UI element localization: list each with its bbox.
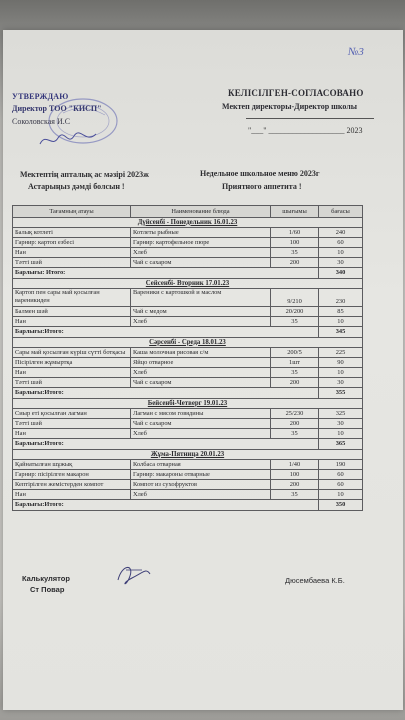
table-row [13, 460, 363, 470]
dish-price: 325 [319, 409, 363, 419]
title-ru: Недельное школьное меню 2023г [200, 169, 320, 178]
total-value: 350 [319, 500, 363, 511]
table-row [13, 419, 363, 429]
total-row [13, 439, 363, 450]
col-header-kz: Тағамның атауы [13, 206, 131, 218]
table-row [13, 368, 363, 378]
table-row [13, 429, 363, 439]
dish-ru: Колбаса отварная [131, 460, 271, 470]
day-title: Сәрсенбі - Среда 18.01.23 [149, 338, 226, 346]
page-number-mark: №3 [348, 46, 364, 58]
signer-name: Дюсембаева К.Б. [285, 576, 345, 585]
signature-line [246, 118, 374, 119]
dish-ru: Хлеб [131, 317, 271, 327]
subtitle-kz: Астарыңыз дәмді болсын ! [28, 182, 125, 191]
day-row [13, 279, 363, 289]
dish-yield: 100 [271, 238, 319, 248]
dish-yield: 200/5 [271, 348, 319, 358]
dish-yield: 100 [271, 470, 319, 480]
title-kz: Мектептің апталық ас мәзірі 2023ж [20, 170, 149, 179]
table-row [13, 348, 363, 358]
day-title: Бейсенбі-Четверг 19.01.23 [147, 399, 228, 407]
dish-price: 10 [319, 368, 363, 378]
dish-yield: 200 [271, 419, 319, 429]
dish-price: 30 [319, 419, 363, 429]
dish-ru: Котлеты рыбные [131, 228, 271, 238]
total-row [13, 388, 363, 399]
menu-table [12, 205, 363, 511]
day-row [13, 399, 363, 409]
table-row [13, 470, 363, 480]
dish-yield: 35 [271, 429, 319, 439]
dish-yield: 35 [271, 490, 319, 500]
dish-ru: Хлеб [131, 248, 271, 258]
dish-kz: Кептірілген жемістерден компот [13, 480, 131, 490]
agree-position: Мектеп директоры-Директор школы [222, 102, 358, 111]
table-row [13, 289, 363, 307]
dish-ru: Чай с медом [131, 307, 271, 317]
dish-kz: Гарнир: пісірілген макарон [13, 470, 131, 480]
dish-price: 85 [319, 307, 363, 317]
table-row [13, 307, 363, 317]
dish-yield: 35 [271, 248, 319, 258]
dish-ru: Хлеб [131, 429, 271, 439]
dish-kz: Қайнатылған шұжық [13, 460, 131, 470]
dish-ru: Каша молочная рисовая с/м [131, 348, 271, 358]
dish-price: 230 [319, 289, 363, 307]
dish-kz: Сиыр еті қосылған лагман [13, 409, 131, 419]
dish-price: 10 [319, 490, 363, 500]
dish-ru: Гарнир: картофельное пюре [131, 238, 271, 248]
total-label: Барлығы:Итого: [13, 500, 319, 511]
dish-price: 30 [319, 258, 363, 268]
col-header-yield: шығымы [271, 206, 319, 218]
dish-ru: Чай с сахаром [131, 258, 271, 268]
dish-yield: 1/60 [271, 228, 319, 238]
approve-label: УТВЕРЖДАЮ [12, 92, 69, 101]
dish-yield: 20/200 [271, 307, 319, 317]
total-value: 340 [319, 268, 363, 279]
day-title: Сейсенбі- Вторник 17.01.23 [145, 279, 230, 287]
dish-kz: Балмен шәй [13, 307, 131, 317]
dish-price: 90 [319, 358, 363, 368]
day-row [13, 450, 363, 460]
dish-yield: 1шт [271, 358, 319, 368]
dish-yield: 25/230 [271, 409, 319, 419]
col-header-ru: Наименование блюда [131, 206, 271, 218]
dish-ru: Хлеб [131, 368, 271, 378]
dish-ru: Лагман с мясом говядины [131, 409, 271, 419]
day-row [13, 218, 363, 228]
dish-kz: Балық котлеті [13, 228, 131, 238]
dish-price: 225 [319, 348, 363, 358]
total-label: Барлығы:Итого: [13, 388, 319, 399]
dish-ru: Гарнир: макароны отварные [131, 470, 271, 480]
dish-ru: Хлеб [131, 490, 271, 500]
dish-price: 10 [319, 429, 363, 439]
director-line: Директор ТОО "КИСП" [12, 104, 102, 113]
table-row [13, 409, 363, 419]
total-value: 345 [319, 327, 363, 338]
dish-price: 10 [319, 317, 363, 327]
table-header-row [13, 206, 363, 218]
dish-kz: Тәтті шәй [13, 258, 131, 268]
total-row [13, 327, 363, 338]
dish-price: 240 [319, 228, 363, 238]
table-row [13, 317, 363, 327]
dish-yield: 9/210 [271, 289, 319, 307]
dish-price: 190 [319, 460, 363, 470]
dish-ru: Чай с сахаром [131, 378, 271, 388]
dish-ru: Чай с сахаром [131, 419, 271, 429]
dish-yield: 35 [271, 317, 319, 327]
dish-price: 10 [319, 248, 363, 258]
table-row [13, 490, 363, 500]
dish-price: 60 [319, 480, 363, 490]
dish-yield: 1/40 [271, 460, 319, 470]
dish-kz: Тәтті шәй [13, 378, 131, 388]
table-row [13, 248, 363, 258]
table-row [13, 358, 363, 368]
dish-yield: 200 [271, 378, 319, 388]
total-label: Барлығы:Итого: [13, 327, 319, 338]
director-signature-graphic [38, 130, 98, 150]
table-row [13, 480, 363, 490]
agree-label: КЕЛІСІЛГЕН-СОГЛАСОВАНО [228, 88, 364, 98]
dish-kz: Нан [13, 248, 131, 258]
table-row [13, 238, 363, 248]
dish-ru: Яйцо отварное [131, 358, 271, 368]
dish-price: 30 [319, 378, 363, 388]
dish-ru: Компот из сухофруктов [131, 480, 271, 490]
dish-kz: Картоп пен сары май қосылған вареникиден [13, 289, 131, 307]
dish-kz: Нан [13, 317, 131, 327]
table-row [13, 378, 363, 388]
dish-kz: Сары май қосылған күріш сүтті ботқасы [13, 348, 131, 358]
dish-yield: 200 [271, 480, 319, 490]
dish-price: 60 [319, 238, 363, 248]
dish-kz: Нан [13, 490, 131, 500]
table-row [13, 228, 363, 238]
calculator-label: Калькулятор [22, 574, 70, 583]
total-value: 365 [319, 439, 363, 450]
table-row [13, 258, 363, 268]
dish-kz: Нан [13, 368, 131, 378]
dish-yield: 35 [271, 368, 319, 378]
dish-kz: Пісірілген жұмыртқа [13, 358, 131, 368]
director-name: Соколовская И.С [12, 117, 71, 126]
dish-ru: Вареники с картошкой и маслом [131, 289, 271, 307]
dish-yield: 200 [271, 258, 319, 268]
day-title: Жұма-Пятница 20.01.23 [150, 450, 225, 458]
col-header-price: бағасы [319, 206, 363, 218]
dish-kz: Нан [13, 429, 131, 439]
total-label: Барлығы: Итого: [13, 268, 319, 279]
dish-kz: Гарнир: картоп езбесі [13, 238, 131, 248]
subtitle-ru: Приятного аппетита ! [222, 182, 302, 191]
dish-kz: Тәтті шәй [13, 419, 131, 429]
agree-date: "___" ___________________ 2023 [248, 126, 363, 135]
total-row [13, 500, 363, 511]
total-label: Барлығы:Итого: [13, 439, 319, 450]
total-value: 355 [319, 388, 363, 399]
cook-label: Ст Повар [30, 585, 65, 594]
cook-signature-graphic [112, 560, 154, 588]
total-row [13, 268, 363, 279]
day-title: Дүйсенбі - Понедельник 16.01.23 [137, 218, 238, 226]
dish-price: 60 [319, 470, 363, 480]
day-row [13, 338, 363, 348]
